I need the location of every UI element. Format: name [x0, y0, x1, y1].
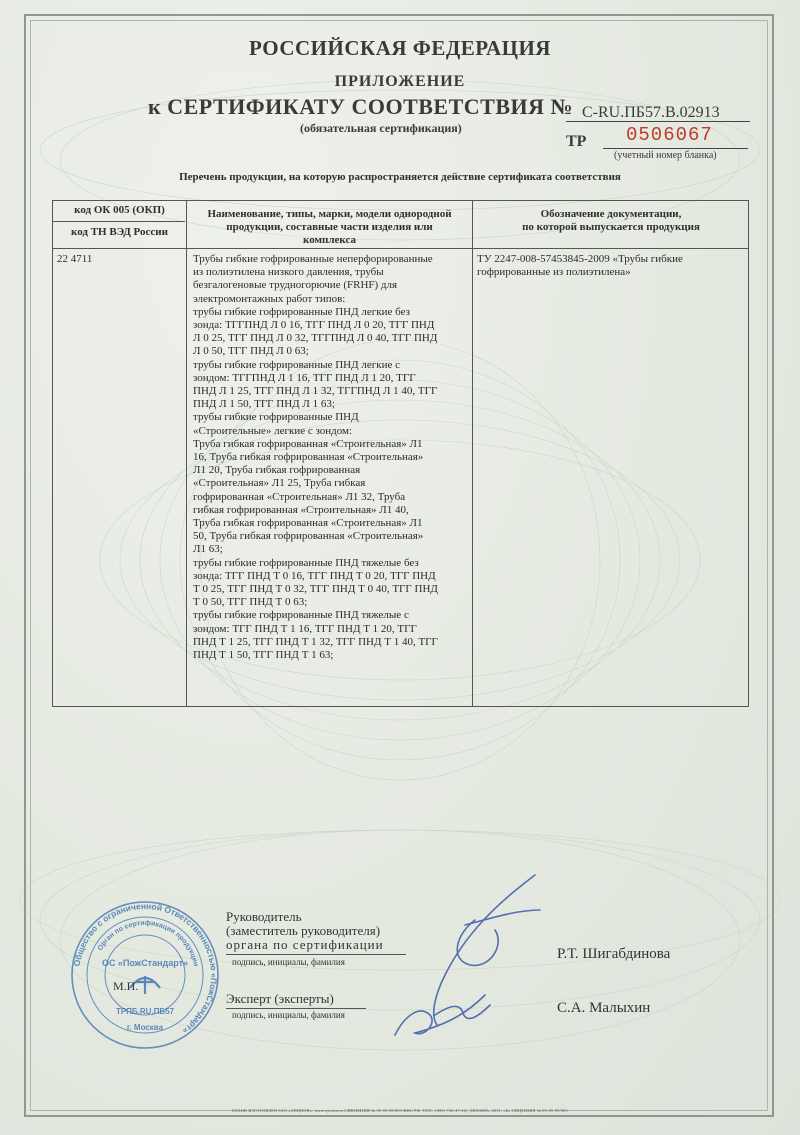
description-line: трубы гибкие гофрированные ПНД легкие без	[193, 305, 410, 318]
table-divider	[53, 221, 185, 222]
description-line: Л1 20, Труба гибкая гофрированная	[193, 464, 361, 477]
head-label-line: Руководитель	[226, 909, 302, 924]
product-description	[193, 253, 469, 662]
header-line: по которой выпускается продукция	[522, 221, 700, 234]
certification-type: (обязательная сертификация)	[300, 121, 462, 135]
description-line: из полиэтилена низкого давления, трубы	[193, 266, 384, 279]
description-line: Т 0 25, ТГГ ПНД Т 0 32, ТГГ ПНД Т 0 40, ТГГ ПНД	[193, 583, 438, 596]
head-signature-caption: подпись, инициалы, фамилия	[232, 957, 345, 967]
country-title: РОССИЙСКАЯ ФЕДЕРАЦИЯ	[249, 36, 551, 60]
blank-number-caption: (учетный номер бланка)	[614, 150, 717, 161]
description-line: гофрированная «Строительная» Л1 32, Труба	[193, 490, 406, 503]
description-line: трубы гибкие гофрированные ПНД	[193, 411, 359, 424]
head-label-line: органа по сертификации	[226, 937, 384, 952]
certificate-title: к СЕРТИФИКАТУ СООТВЕТСТВИЯ №	[148, 94, 574, 119]
header-line: продукции, составные части изделия или	[226, 221, 433, 234]
header-documentation	[473, 208, 749, 234]
head-signature-label	[226, 910, 384, 952]
product-documentation	[477, 253, 683, 279]
certification-body-stamp	[70, 900, 220, 1050]
stamp-city: г. Москва	[126, 1023, 164, 1032]
header-product-name	[187, 208, 472, 248]
description-line: ПНД Л 1 50, ТГГ ПНД Л 1 63;	[193, 398, 335, 411]
description-line: трубы гибкие гофрированные ПНД тяжелые без	[193, 556, 419, 569]
certificate-number: С-RU.ПБ57.В.02913	[582, 104, 720, 121]
expert-name: С.А. Малыхин	[557, 1000, 651, 1016]
expert-signature-label: Эксперт (эксперты)	[226, 991, 334, 1006]
product-code: 22 4711	[57, 253, 93, 265]
documentation-line: гофрированные из полиэтилена»	[477, 266, 631, 279]
stamp-center-text: ОС «ПожСтандарт»	[101, 958, 189, 968]
description-line: электромонтажных работ типов:	[193, 292, 346, 305]
table-divider	[186, 201, 187, 706]
description-line: зонда: ТГГ ПНД Т 0 16, ТГГ ПНД Т 0 20, ТГГ ПНД	[193, 569, 436, 582]
description-line: «Строительные» легкие с зондом:	[193, 424, 353, 437]
header-okp-code: код ОК 005 (ОКП)	[74, 204, 165, 216]
handwritten-signature	[375, 865, 555, 1055]
description-line: гибкая гофрированная «Строительная» Л1 40,	[193, 503, 409, 516]
description-line: «Строительная» Л1 25, Труба гибкая	[193, 477, 366, 490]
head-name: Р.Т. Шигабдинова	[557, 946, 671, 962]
header-tnved-code: код ТН ВЭД России	[71, 226, 168, 238]
blank-printer-footer: БЛАНК ИЗГОТОВЛЕН ЗАО «ОПЦИОН», www.opcion.ru (ЛИЦЕНЗИЯ № 05-05-09/003 ФНС РФ, ТЕЛ.: (495) 726-47-42), МОСКВА, 2011, «Б» ЛИЦЕНЗИЯ № 05-05-09/003	[232, 1108, 568, 1113]
seal-placeholder-label: М.П.	[113, 979, 139, 993]
expert-signature-caption: подпись, инициалы, фамилия	[232, 1010, 345, 1020]
stamp-reg-number: ТРПБ.RU.ПБ57	[115, 1007, 175, 1016]
expert-signature-line	[226, 1008, 366, 1009]
description-line: 50, Труба гибкая гофрированная «Строительная»	[193, 530, 424, 543]
product-list-heading: Перечень продукции, на которую распространяется действие сертификата соответствия	[179, 171, 621, 183]
description-line: ПНД Т 1 50, ТГГ ПНД Т 1 63;	[193, 649, 334, 662]
appendix-title: ПРИЛОЖЕНИЕ	[334, 73, 466, 90]
head-label-line: (заместитель руководителя)	[226, 923, 381, 938]
header-line: Обозначение документации,	[540, 208, 682, 220]
description-line: ПНД Т 1 25, ТГГ ПНД Т 1 32, ТГГ ПНД Т 1 40, ТГГ	[193, 635, 438, 648]
description-line: трубы гибкие гофрированные ПНД легкие с	[193, 358, 400, 371]
description-line: зонда: ТГГПНД Л 0 16, ТГГ ПНД Л 0 20, ТГГ ПНД	[193, 319, 435, 332]
table-divider	[472, 201, 473, 706]
stamp-outer-text: Общество с ограниченной Ответственностью «ПожСтандарт»	[71, 900, 220, 1037]
description-line: Труба гибкая гофрированная «Строительная» Л1	[193, 517, 423, 530]
description-line: трубы гибкие гофрированные ПНД тяжелые с	[193, 609, 409, 622]
description-line: Л 0 25, ТГГ ПНД Л 0 32, ТГГПНД Л 0 40, ТГГ ПНД	[193, 332, 438, 345]
header-line: Наименование, типы, марки, модели однородной	[207, 208, 452, 220]
table-divider	[53, 248, 748, 249]
description-line: Трубы гибкие гофрированные неперфорированные	[193, 253, 433, 265]
certificate-number-underline	[566, 121, 750, 122]
description-line: 16, Труба гибкая гофрированная «Строительная»	[193, 451, 424, 464]
documentation-line: ТУ 2247-008-57453845-2009 «Трубы гибкие	[477, 253, 683, 265]
blank-number-underline	[603, 148, 748, 149]
description-line: ПНД Л 1 25, ТГГ ПНД Л 1 32, ТГГПНД Л 1 40, ТГГ	[193, 385, 438, 398]
description-line: Л1 63;	[193, 543, 223, 556]
blank-number: 0506067	[626, 124, 713, 146]
description-line: Л 0 50, ТГГ ПНД Л 0 63;	[193, 345, 309, 358]
description-line: Труба гибкая гофрированная «Строительная» Л1	[193, 437, 423, 450]
description-line: безгалогеновые трудногорючие (FRHF) для	[193, 279, 398, 292]
header-line: комплекса	[303, 234, 356, 247]
stamp-inner-text: Орган по сертификации продукции	[96, 919, 200, 968]
tr-label: ТР	[566, 133, 587, 150]
description-line: зондом: ТГГ ПНД Т 1 16, ТГГ ПНД Т 1 20, ТГГ	[193, 622, 417, 635]
description-line: зондом: ТГГПНД Л 1 16, ТГГ ПНД Л 1 20, ТГГ	[193, 371, 416, 384]
description-line: Т 0 50, ТГГ ПНД Т 0 63;	[193, 596, 308, 609]
products-table	[52, 200, 749, 707]
